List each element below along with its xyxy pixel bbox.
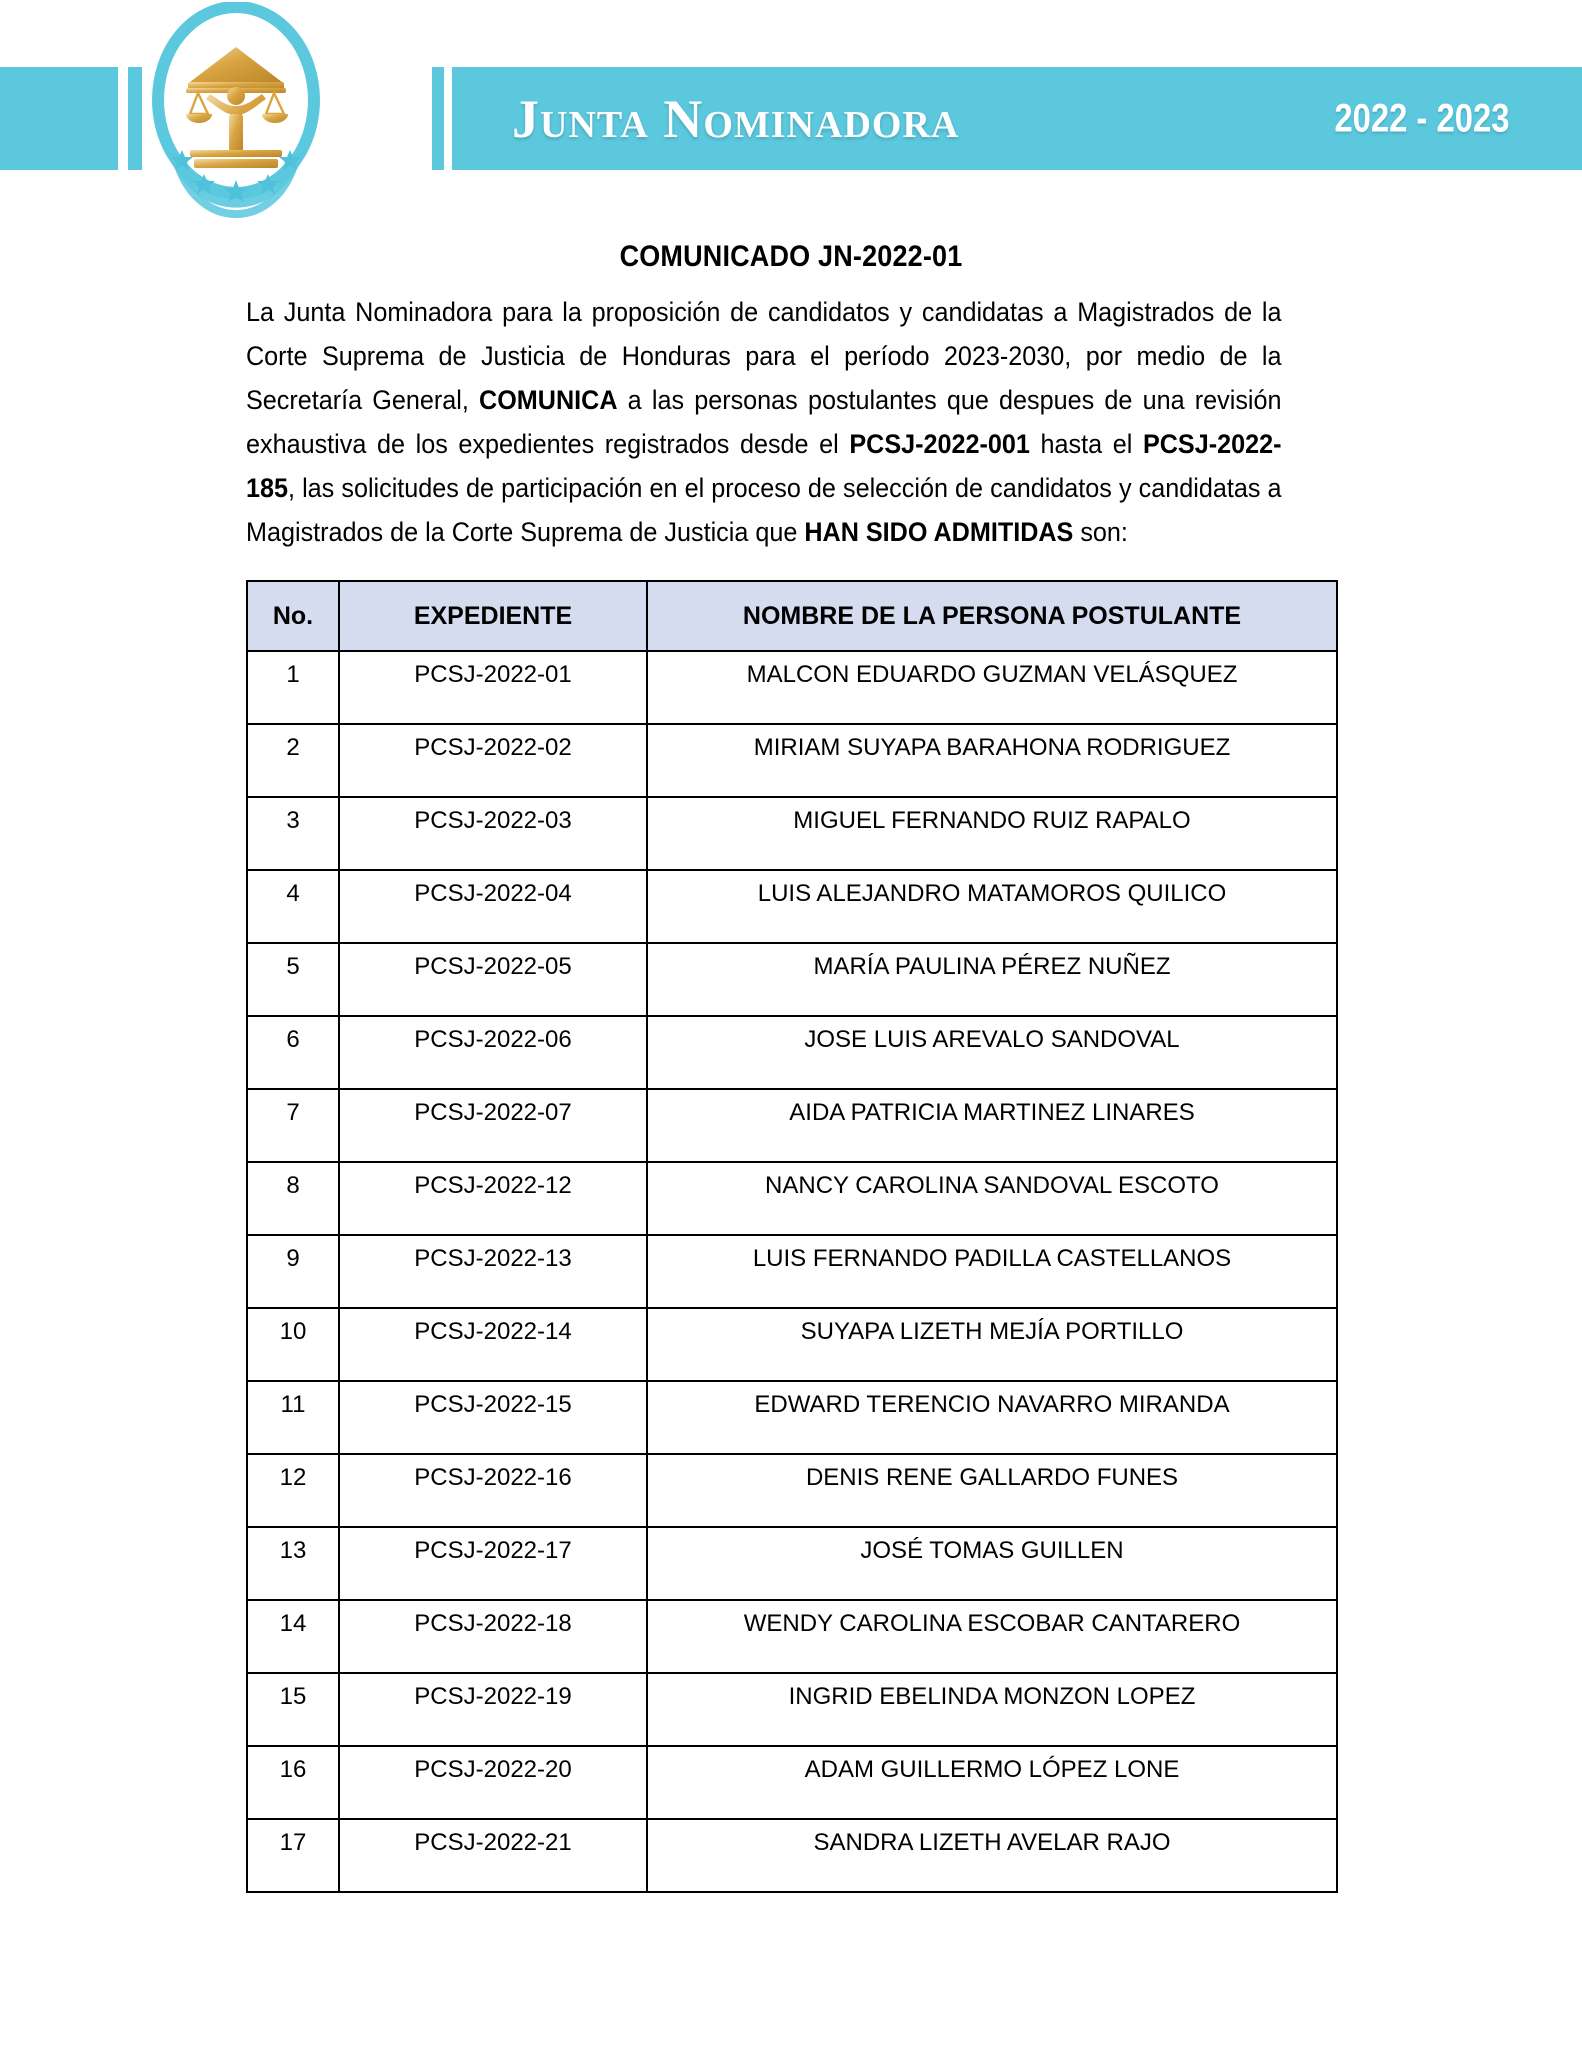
table-row (247, 724, 1337, 797)
cell-no: 4 (247, 870, 339, 943)
cell-nombre: DENIS RENE GALLARDO FUNES (647, 1454, 1337, 1527)
banner-years: 2022 - 2023 (1334, 96, 1510, 140)
cell-expediente: PCSJ-2022-18 (339, 1600, 647, 1673)
paragraph-bold-comunica: COMUNICA (479, 385, 618, 415)
cell-nombre: JOSE LUIS AREVALO SANDOVAL (647, 1016, 1337, 1089)
table-header (247, 581, 1337, 651)
cell-nombre: EDWARD TERENCIO NAVARRO MIRANDA (647, 1381, 1337, 1454)
cell-expediente: PCSJ-2022-01 (339, 651, 647, 724)
cell-expediente: PCSJ-2022-19 (339, 1673, 647, 1746)
cell-expediente: PCSJ-2022-15 (339, 1381, 647, 1454)
table-body (247, 651, 1337, 1892)
cell-no: 9 (247, 1235, 339, 1308)
cell-no: 7 (247, 1089, 339, 1162)
paragraph-bold-expediente-inicio: PCSJ-2022-001 (849, 429, 1030, 459)
paragraph-segment-2: a las personas postulantes que despues de una revisión exhaustiva de los expedientes registrados desde el (246, 385, 1282, 459)
cell-nombre: WENDY CAROLINA ESCOBAR CANTARERO (647, 1600, 1337, 1673)
cell-nombre: SUYAPA LIZETH MEJÍA PORTILLO (647, 1308, 1337, 1381)
cell-no: 15 (247, 1673, 339, 1746)
banner-title: Junta Nominadora (512, 88, 960, 149)
paragraph-bold-han-sido-admitidas: HAN SIDO ADMITIDAS (804, 517, 1074, 547)
banner-band-left (0, 67, 118, 170)
paragraph-segment-3: hasta el (1029, 429, 1143, 459)
cell-nombre: MIRIAM SUYAPA BARAHONA RODRIGUEZ (647, 724, 1337, 797)
page-header-banner (0, 0, 1582, 240)
table-row (247, 943, 1337, 1016)
document-body (0, 240, 1582, 1893)
table-row (247, 1235, 1337, 1308)
cell-expediente: PCSJ-2022-14 (339, 1308, 647, 1381)
junta-nominadora-seal-icon (146, 2, 326, 234)
cell-expediente: PCSJ-2022-16 (339, 1454, 647, 1527)
table-row (247, 1162, 1337, 1235)
comunicado-paragraph (246, 290, 1282, 554)
cell-no: 5 (247, 943, 339, 1016)
table-row (247, 1454, 1337, 1527)
cell-expediente: PCSJ-2022-13 (339, 1235, 647, 1308)
table-row (247, 1089, 1337, 1162)
cell-no: 1 (247, 651, 339, 724)
cell-expediente: PCSJ-2022-02 (339, 724, 647, 797)
cell-nombre: MARÍA PAULINA PÉREZ NUÑEZ (647, 943, 1337, 1016)
cell-no: 14 (247, 1600, 339, 1673)
paragraph-segment-4: , las solicitudes de participación en el proceso de selección de candidatos y candidatas a Magistrados de la Corte Suprema de Justicia que (246, 473, 1282, 547)
cell-no: 6 (247, 1016, 339, 1089)
cell-nombre: MALCON EDUARDO GUZMAN VELÁSQUEZ (647, 651, 1337, 724)
paragraph-segment-5: son: (1073, 517, 1128, 547)
comunicado-title: COMUNICADO JN-2022-01 (619, 240, 963, 273)
table-row (247, 1819, 1337, 1892)
column-header-no: No. (247, 581, 339, 651)
cell-expediente: PCSJ-2022-05 (339, 943, 647, 1016)
cell-no: 2 (247, 724, 339, 797)
cell-expediente: PCSJ-2022-12 (339, 1162, 647, 1235)
cell-nombre: LUIS FERNANDO PADILLA CASTELLANOS (647, 1235, 1337, 1308)
column-header-nombre: NOMBRE DE LA PERSONA POSTULANTE (647, 581, 1337, 651)
table-row (247, 1016, 1337, 1089)
cell-no: 12 (247, 1454, 339, 1527)
cell-expediente: PCSJ-2022-20 (339, 1746, 647, 1819)
cell-nombre: ADAM GUILLERMO LÓPEZ LONE (647, 1746, 1337, 1819)
cell-nombre: SANDRA LIZETH AVELAR RAJO (647, 1819, 1337, 1892)
cell-nombre: MIGUEL FERNANDO RUIZ RAPALO (647, 797, 1337, 870)
admitted-candidates-table (246, 580, 1338, 1893)
cell-no: 16 (247, 1746, 339, 1819)
cell-expediente: PCSJ-2022-17 (339, 1527, 647, 1600)
table-row (247, 797, 1337, 870)
cell-no: 10 (247, 1308, 339, 1381)
cell-expediente: PCSJ-2022-21 (339, 1819, 647, 1892)
table-header-row (247, 581, 1337, 651)
cell-no: 13 (247, 1527, 339, 1600)
cell-nombre: AIDA PATRICIA MARTINEZ LINARES (647, 1089, 1337, 1162)
table-row (247, 1381, 1337, 1454)
table-row (247, 1527, 1337, 1600)
banner-band-main (452, 67, 1582, 170)
cell-expediente: PCSJ-2022-03 (339, 797, 647, 870)
cell-no: 8 (247, 1162, 339, 1235)
table-row (247, 870, 1337, 943)
banner-band-tick-right (432, 67, 444, 170)
cell-no: 17 (247, 1819, 339, 1892)
cell-no: 11 (247, 1381, 339, 1454)
cell-nombre: LUIS ALEJANDRO MATAMOROS QUILICO (647, 870, 1337, 943)
table-row (247, 651, 1337, 724)
cell-expediente: PCSJ-2022-04 (339, 870, 647, 943)
cell-nombre: INGRID EBELINDA MONZON LOPEZ (647, 1673, 1337, 1746)
cell-nombre: JOSÉ TOMAS GUILLEN (647, 1527, 1337, 1600)
cell-nombre: NANCY CAROLINA SANDOVAL ESCOTO (647, 1162, 1337, 1235)
paragraph-bold-expediente-fin: PCSJ-2022-185 (246, 429, 1282, 503)
paragraph-segment-1: La Junta Nominadora para la proposición de candidatos y candidatas a Magistrados de la Corte Suprema de Justicia de Honduras para el período 2023-2030, por medio de la Secretaría General, (246, 297, 1282, 415)
cell-expediente: PCSJ-2022-07 (339, 1089, 647, 1162)
table-row (247, 1308, 1337, 1381)
cell-expediente: PCSJ-2022-06 (339, 1016, 647, 1089)
table-row (247, 1746, 1337, 1819)
banner-band-tick-left (128, 67, 142, 170)
cell-no: 3 (247, 797, 339, 870)
admitted-candidates-table-wrapper (246, 580, 1336, 1893)
table-row (247, 1600, 1337, 1673)
table-row (247, 1673, 1337, 1746)
column-header-expediente: EXPEDIENTE (339, 581, 647, 651)
